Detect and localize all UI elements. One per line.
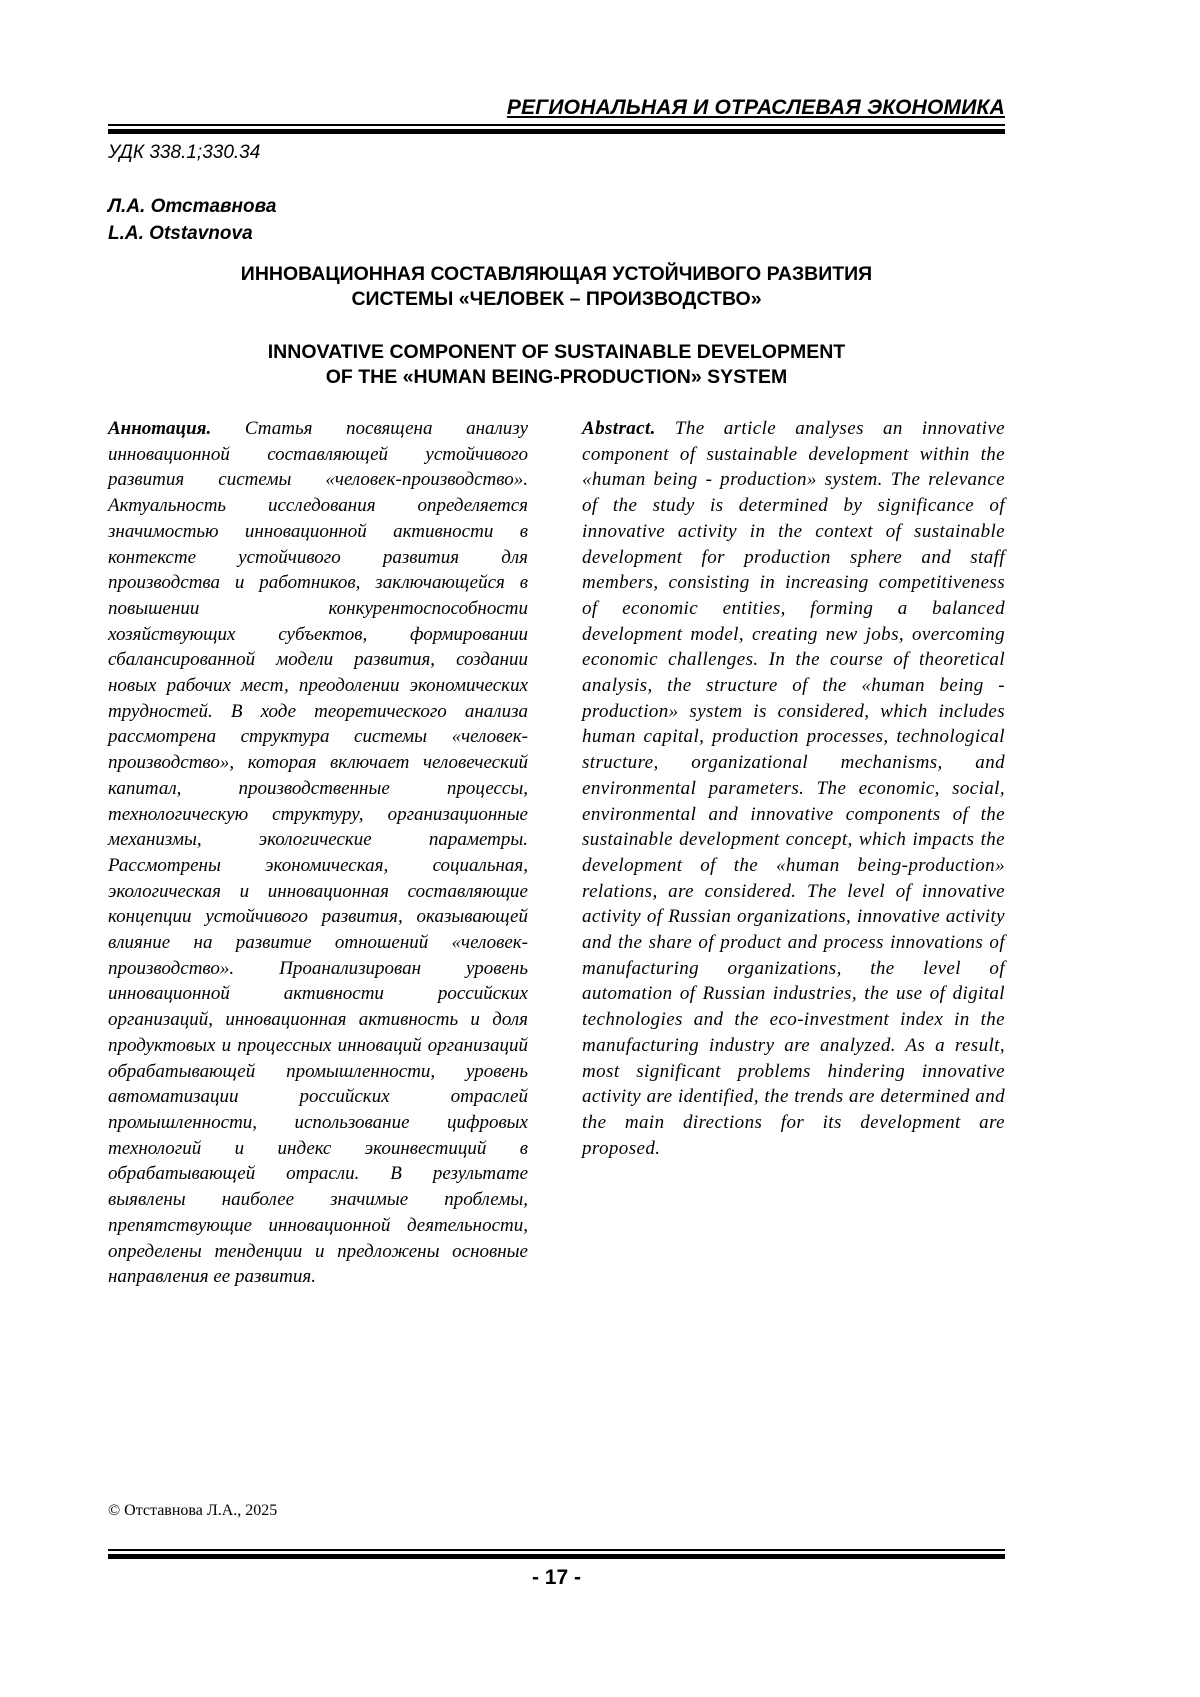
abstract-en-text: The article analyses an innovative component of sustainable development within the «human being - production» system. The relevance of the study is determined by significance of innovative activity in the context of sustainable development for production sphere and staff members, consisting in increasing competitiveness of economic entities, forming a balanced development model, creating new jobs, overcoming economic challenges. In the course of theoretical analysis, the structure of the «human being - production» system is considered, which includes human capital, production processes, technological structure, organizational mechanisms, and environmental parameters. The economic, social, environmental and innovative components of the sustainable development concept, which impacts the development of the «human being-production» relations, are considered. The level of innovative activity of Russian organizations, innovative activity and the share of product and process innovations of manufacturing organizations, the level of automation of Russian industries, the use of digital technologies and the eco-investment index in the manufacturing industry are analyzed. As a result, most significant problems hindering innovative activity are identified, the trends are determined and the main directions for its development are proposed. <box>582 418 1005 1159</box>
title-en-line: INNOVATIVE COMPONENT OF SUSTAINABLE DEVELOPMENT <box>267 341 846 363</box>
abstract-ru-label: Аннотация. <box>108 418 212 439</box>
author-ru: Л.А. Отставнова <box>108 196 277 217</box>
footer-divider-thin <box>108 1549 1005 1551</box>
page-number: - 17 - <box>531 1566 581 1589</box>
abstract-ru-text: Статья посвящена анализу инновационной составляющей устойчивого развития системы «человек-производство». Актуальность исследования определяется значимостью инновационной активности в контексте устойчивого развития для производства и работников, заключающейся в повышении конкурентоспособности хозяйствующих субъектов, формировании сбалансированной модели развития, создании новых рабочих мест, преодолении экономических трудностей. В ходе теоретического анализа рассмотрена структура системы «человек-производство», которая включает человеческий капитал, производственные процессы, технологическую структуру, организационные механизмы, экологические параметры. Рассмотрены экономическая, социальная, экологическая и инновационная составляющие концепции устойчивого развития, оказывающей влияние на развитие отношений «человек-производство». Проанализирован уровень инновационной активности российских организаций, инновационная активность и доля продуктовых и процессных инноваций организаций обрабатывающей промышленности, уровень автоматизации российских отраслей промышленности, использование цифровых технологий и индекс экоинвестиций в обрабатывающей отрасли. В результате выявлены наиболее значимые проблемы, препятствующие инновационной деятельности, определены тенденции и предложены основные направления ее развития. <box>108 418 528 1288</box>
author-en: L.A. Otstavnova <box>108 223 253 244</box>
title-en-line: OF THE «HUMAN BEING-PRODUCTION» SYSTEM <box>325 366 788 388</box>
title-en <box>108 340 1005 390</box>
title-ru-line: СИСТЕМЫ «ЧЕЛОВЕК – ПРОИЗВОДСТВО» <box>351 288 762 310</box>
udk-code: УДК 338.1;330.34 <box>108 142 261 163</box>
abstract-en-label: Abstract. <box>582 418 656 439</box>
footer-divider-thick <box>108 1554 1005 1559</box>
abstract-ru <box>108 416 528 1290</box>
header-divider-thick <box>108 129 1005 134</box>
journal-rubric: РЕГИОНАЛЬНАЯ И ОТРАСЛЕВАЯ ЭКОНОМИКА <box>506 96 1005 119</box>
abstract-en <box>582 416 1005 1161</box>
header-divider-thin <box>108 124 1005 126</box>
title-ru-line: ИННОВАЦИОННАЯ СОСТАВЛЯЮЩАЯ УСТОЙЧИВОГО РАЗВИТИЯ <box>240 263 873 285</box>
title-ru <box>108 262 1005 312</box>
copyright: © Отставнова Л.А., 2025 <box>108 1502 278 1519</box>
